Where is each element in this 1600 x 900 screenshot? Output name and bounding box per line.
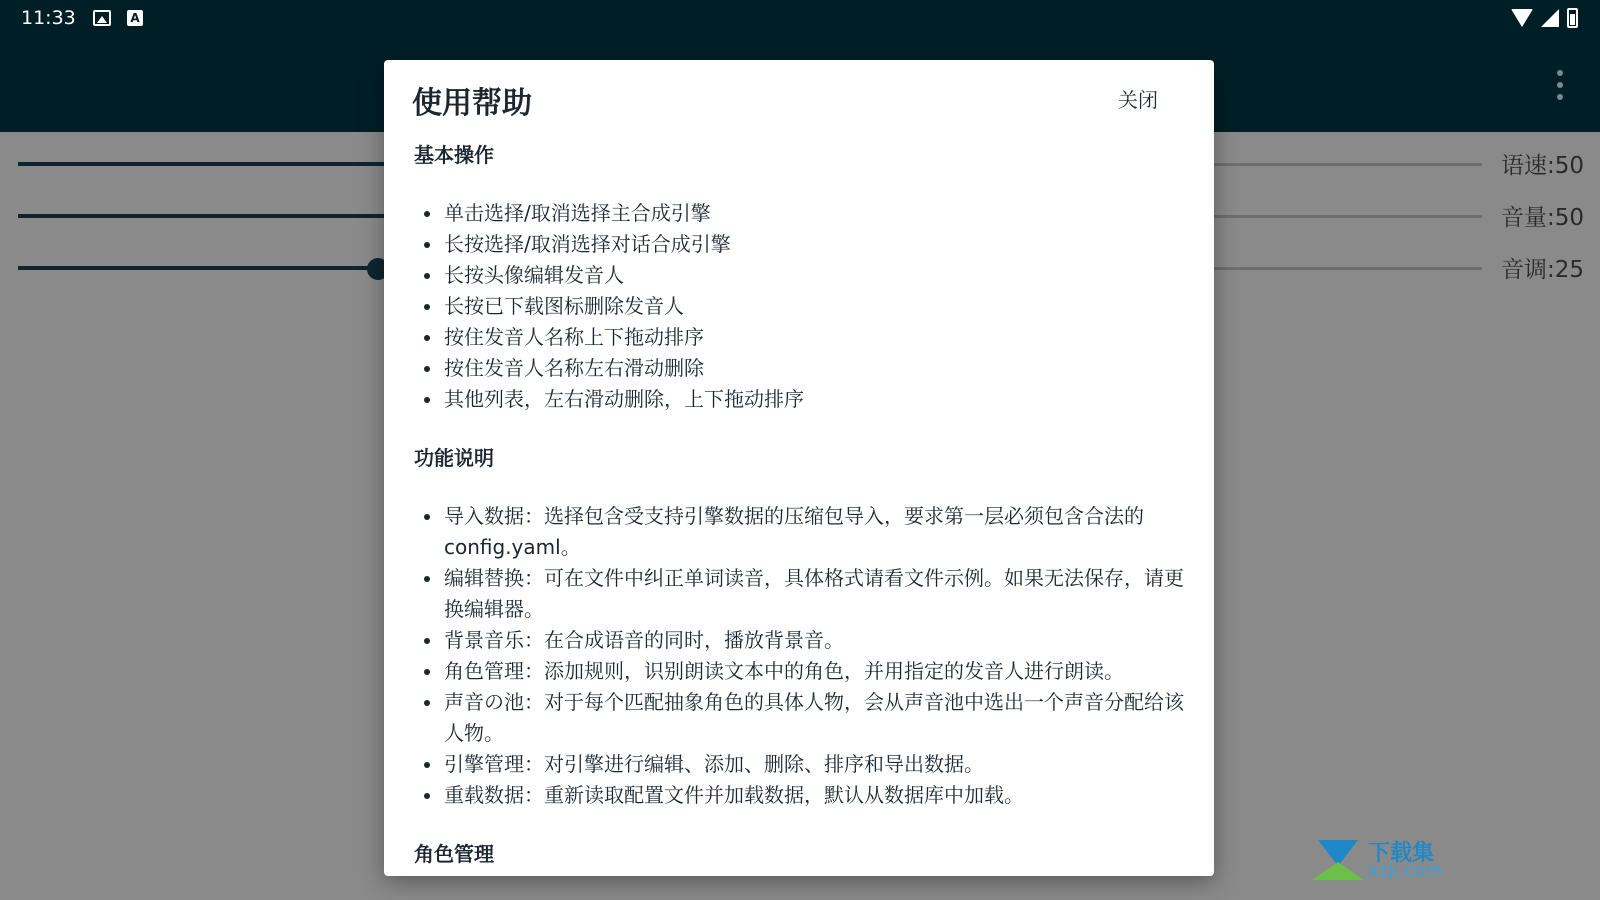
list-item: 角色管理：添加规则，识别朗读文本中的角色，并用指定的发音人进行朗读。 <box>414 656 1184 687</box>
status-time: 11:33 <box>21 7 76 29</box>
list-item: 重载数据：重新读取配置文件并加载数据，默认从数据库中加载。 <box>414 780 1184 811</box>
list-item: 背景音乐：在合成语音的同时，播放背景音。 <box>414 625 1184 656</box>
more-vert-icon[interactable] <box>1556 70 1564 100</box>
keyboard-a-icon: A <box>127 10 143 26</box>
close-button[interactable]: 关闭 <box>1118 88 1158 112</box>
status-icons <box>1511 8 1578 28</box>
section-heading: 角色管理 <box>414 842 494 866</box>
dialog-title: 使用帮助 <box>412 86 532 121</box>
list-item: 编辑替换：可在文件中纠正单词读音，具体格式请看文件示例。如果无法保存，请更换编辑器。 <box>414 563 1184 625</box>
pitch-label: 音调:25 <box>1500 257 1584 283</box>
volume-label: 音量:50 <box>1500 205 1584 231</box>
signal-icon <box>1541 9 1559 27</box>
help-dialog <box>384 60 1214 876</box>
list-item: 长按已下载图标删除发音人 <box>414 291 1184 322</box>
dialog-body[interactable] <box>414 140 1184 870</box>
speed-label: 语速:50 <box>1500 153 1584 179</box>
section-heading: 功能说明 <box>414 446 494 470</box>
list-item: 长按选择/取消选择对话合成引擎 <box>414 229 1184 260</box>
image-icon <box>93 10 111 26</box>
slider-fill <box>18 266 378 270</box>
list-item: 引擎管理：对引擎进行编辑、添加、删除、排序和导出数据。 <box>414 749 1184 780</box>
list-item: 按住发音人名称上下拖动排序 <box>414 322 1184 353</box>
help-list <box>414 501 1184 811</box>
list-item: 其他列表，左右滑动删除，上下拖动排序 <box>414 384 1184 415</box>
watermark-logo <box>1310 838 1450 882</box>
section-heading: 基本操作 <box>414 143 494 167</box>
list-item: 按住发音人名称左右滑动删除 <box>414 353 1184 384</box>
list-item: 单击选择/取消选择主合成引擎 <box>414 198 1184 229</box>
list-item: 导入数据：选择包含受支持引擎数据的压缩包导入，要求第一层必须包含合法的config.yaml。 <box>414 501 1184 563</box>
list-item: 长按头像编辑发音人 <box>414 260 1184 291</box>
help-list <box>414 198 1184 415</box>
wifi-icon <box>1511 9 1533 27</box>
watermark-mark-icon <box>1310 838 1364 882</box>
watermark-en: xzji.com <box>1368 860 1443 881</box>
battery-charging-icon <box>1567 8 1578 28</box>
list-item: 声音の池：对于每个匹配抽象角色的具体人物，会从声音池中选出一个声音分配给该人物。 <box>414 687 1184 749</box>
watermark-cn: 下载集 <box>1368 841 1435 866</box>
status-bar <box>0 0 1600 36</box>
